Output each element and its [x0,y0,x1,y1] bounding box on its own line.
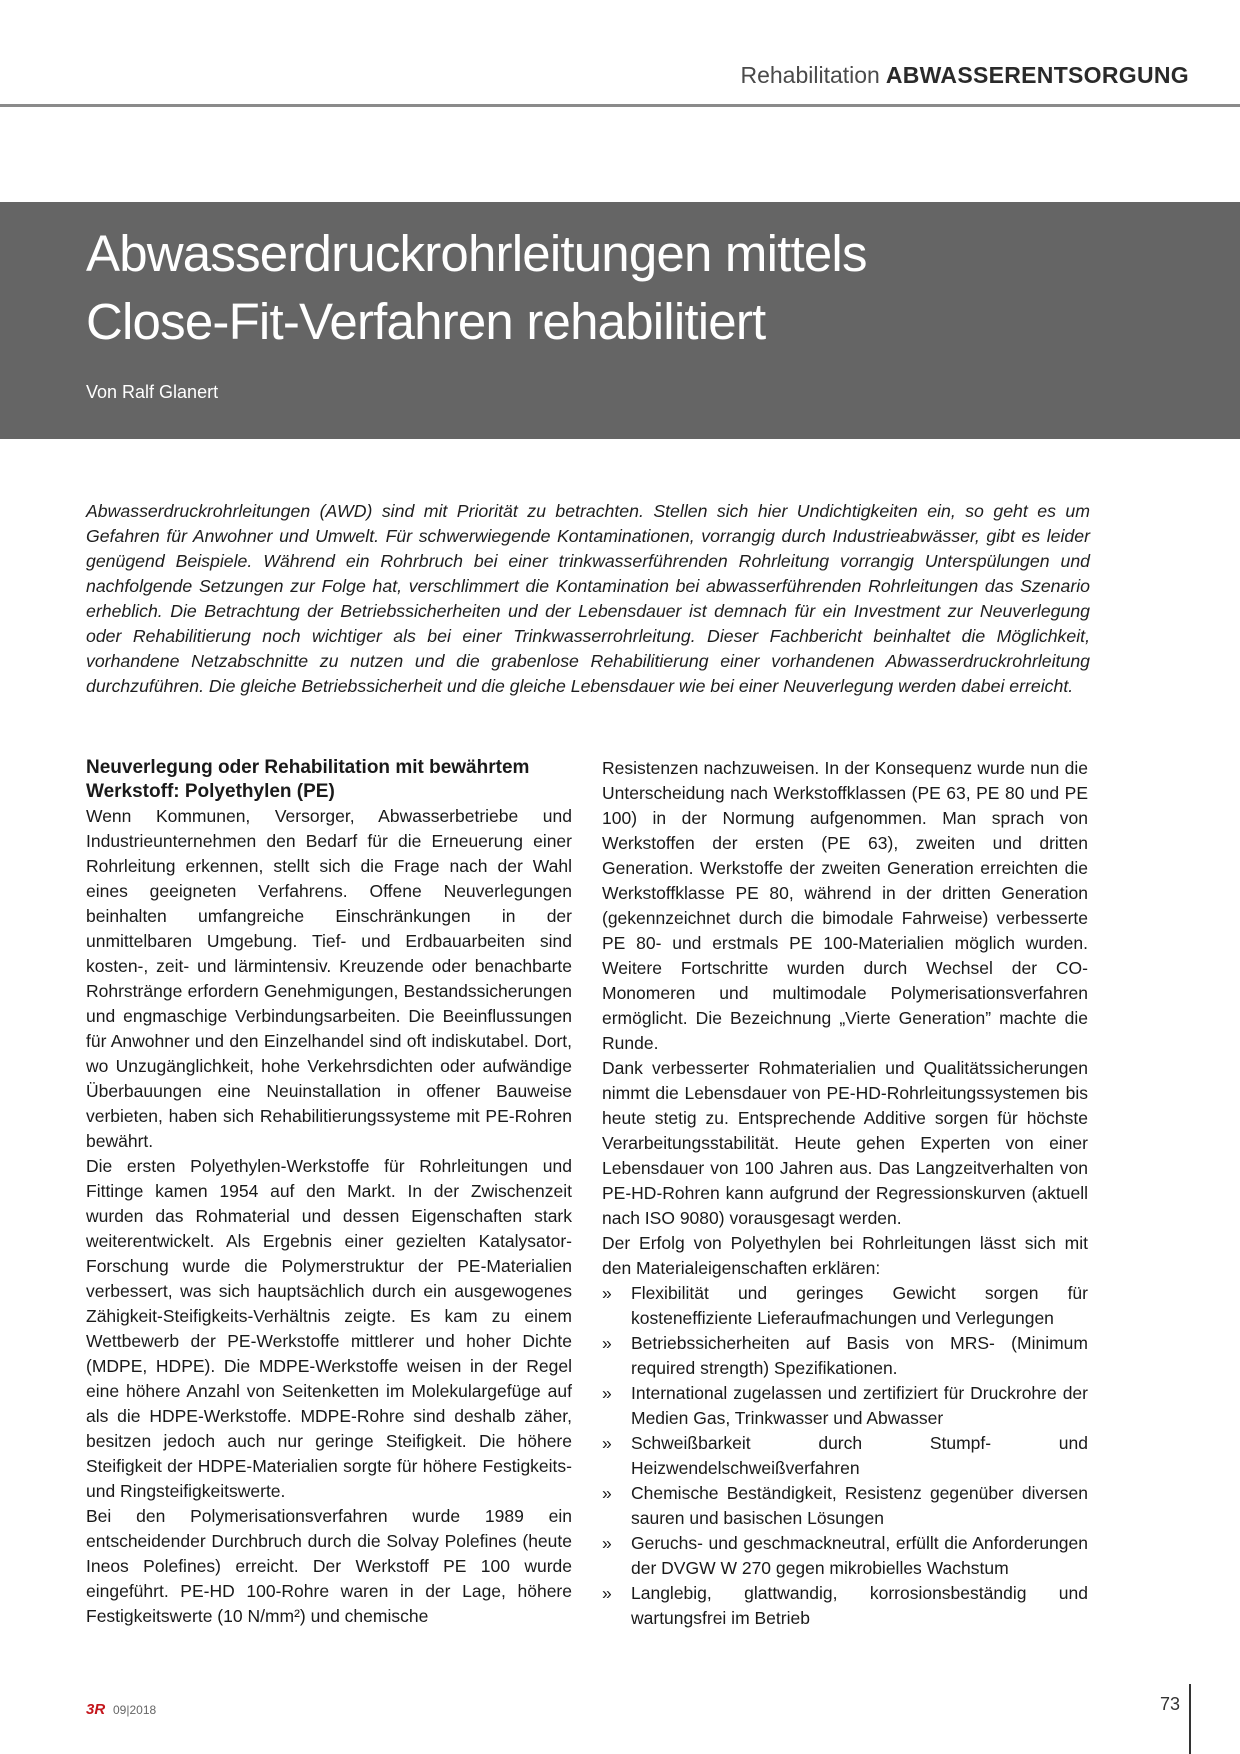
article-title-line2: Close-Fit-Verfahren rehabilitiert [86,293,766,350]
property-list [602,1281,1088,1631]
body-paragraph: Wenn Kommunen, Versorger, Abwasserbetriebe und Industrieunternehmen den Bedarf für die Erneuerung einer Rohrleitung erkennen, stellt sich die Frage nach der Wahl eines geeigneten Verfahrens. Offene Neuverlegungen beinhalten umfangreiche Einschränkungen in der unmittelbaren Umgebung. Tief- und Erdbauarbeiten sind kosten-, zeit- und lärmintensiv. Kreuzende oder benachbarte Rohrstränge erfordern Genehmigungen, Bestandssicherungen und engmaschige Verbindungsarbeiten. Die Beeinflussungen für Anwohner und den Einzelhandel sind oft indiskutabel. Dort, wo Unzugänglichkeit, hohe Verkehrsdichten oder aufwändige Überbauungen eine Neuinstallation in offener Bauweise verbieten, haben sich Rehabilitierungssysteme mit PE-Rohren bewährt. [86,806,572,1151]
body-paragraph: Die ersten Polyethylen-Werkstoffe für Rohrleitungen und Fittinge kamen 1954 auf den Markt. In der Zwischenzeit wurden das Rohmaterial und dessen Eigenschaften stark weiterentwickelt. Als Ergebnis einer gezielten Katalysator-Forschung wurde die Polymerstruktur der PE-Materialien verbessert, was sich hauptsächlich durch ein ausgewogenes Zähigkeit-Steifigkeits-Verhältnis zeigte. Es kam zu einem Wettbewerb der PE-Werkstoffe mittlerer und hoher Dichte (MDPE, HDPE). Die MDPE-Werkstoffe weisen in der Regel eine höhere Anzahl von Seitenketten im Molekulargefüge auf als die HDPE-Werkstoffe. MDPE-Rohre sind deshalb zäher, besitzen jedoch auch nur geringe Steifigkeit. Die höhere Steifigkeit der HDPE-Materialien sorgte für höhere Festigkeits- und Ringsteifigkeitswerte. [86,1156,572,1501]
list-item-text: Chemische Beständigkeit, Resistenz gegenüber diversen sauren und basischen Lösungen [631,1483,1088,1528]
body-paragraph: Dank verbesserter Rohmaterialien und Qualitätssicherungen nimmt die Lebensdauer von PE-HD-Rohrleitungssystemen bis heute stetig zu. Entsprechende Additive sorgen für höchste Verarbeitungsstabilität. Heute gehen Experten von einer Lebensdauer von 100 Jahren aus. Das Langzeitverhalten von PE-HD-Rohren kann aufgrund der Regressionskurven (aktuell nach ISO 9080) vorausgesagt werden. [602,1058,1088,1228]
issue-label: 09|2018 [113,1703,157,1717]
list-item-text: Betriebssicherheiten auf Basis von MRS- (Minimum required strength) Spezifikationen. [631,1333,1088,1378]
bullet-marker: » [602,1333,612,1353]
body-paragraph: Der Erfolg von Polyethylen bei Rohrleitungen lässt sich mit den Materialeigenschaften erklären: [602,1233,1088,1278]
magazine-logo: 3R [86,1701,106,1718]
bullet-marker: » [602,1383,612,1403]
bullet-marker: » [602,1533,612,1553]
list-item-text: Schweißbarkeit durch Stumpf- und Heizwendelschweißverfahren [631,1433,1088,1478]
right-column [602,756,1088,1631]
list-item-text: Flexibilität und geringes Gewicht sorgen für kosteneffiziente Lieferaufmachungen und Verlegungen [631,1283,1088,1328]
article-title-line1: Abwasserdruckrohrleitungen mittels [86,225,867,282]
page-number: 73 [1160,1694,1181,1714]
page-number-rule [1189,1684,1191,1754]
body-paragraph: Resistenzen nachzuweisen. In der Konsequenz wurde nun die Unterscheidung nach Werkstoffklassen (PE 63, PE 80 und PE 100) in der Normung aufgenommen. Man sprach von Werkstoffen der ersten (PE 63), zweiten und dritten Generation. Werkstoffe der zweiten Generation erreichten die Werkstoffklasse PE 80, während in der dritten Generation (gekennzeichnet durch die bimodale Fahrweise) verbesserte PE 80- und erstmals PE 100-Materialien möglich wurden. Weitere Fortschritte wurden durch Wechsel der CO-Monomeren und multimodale Polymerisationsverfahren ermöglicht. Die Bezeichnung „Vierte Generation” machte die Runde. [602,758,1088,1053]
left-column [86,756,572,1629]
bullet-marker: » [602,1483,612,1503]
list-item-text: International zugelassen und zertifiziert für Druckrohre der Medien Gas, Trinkwasser und Abwasser [631,1383,1088,1428]
running-head-category: Rehabilitation [740,62,880,88]
list-item-text: Geruchs- und geschmackneutral, erfüllt die Anforderungen der DVGW W 270 gegen mikrobielles Wachstum [631,1533,1088,1578]
lead-paragraph: Abwasserdruckrohrleitungen (AWD) sind mit Priorität zu betrachten. Stellen sich hier Undichtigkeiten ein, so geht es um Gefahren für Anwohner und Umwelt. Für schwerwiegende Kontaminationen, vorrangig durch Industrieabwässer, gibt es leider genügend Beispiele. Während ein Rohrbruch bei einer trinkwasserführenden Rohrleitung vorrangig Unterspülungen und nachfolgende Setzungen zur Folge hat, verschlimmert die Kontamination bei abwasserführenden Rohrleitungen das Szenario erheblich. Die Betrachtung der Betriebssicherheiten und der Lebensdauer ist demnach für ein Investment zur Neuverlegung oder Rehabilitierung noch wichtiger als bei einer Trinkwasserrohrleitung. Dieser Fachbericht beinhaltet die Möglichkeit, vorhandene Netzabschnitte zu nutzen und die grabenlose Rehabilitierung einer vorhandenen Abwasserdruckrohrleitung durchzuführen. Die gleiche Betriebssicherheit und die gleiche Lebensdauer wie bei einer Neuverlegung werden dabei erreicht. [86,500,1090,696]
list-item [602,1331,1088,1381]
bullet-marker: » [602,1283,612,1303]
list-item [602,1281,1088,1331]
article-title [86,220,1206,356]
bullet-marker: » [602,1433,612,1453]
header-rule [0,0,1240,107]
list-item [602,1381,1088,1431]
list-item [602,1581,1088,1631]
byline: Von Ralf Glanert [86,382,219,402]
running-head-section: ABWASSERENTSORGUNG [885,62,1189,88]
list-item [602,1481,1088,1531]
bullet-marker: » [602,1583,612,1603]
running-head [740,62,1189,89]
list-item-text: Langlebig, glattwandig, korrosionsbeständig und wartungsfrei im Betrieb [631,1583,1088,1628]
list-item [602,1531,1088,1581]
section-subhead: Neuverlegung oder Rehabilitation mit bewährtem Werkstoff: Polyethylen (PE) [86,757,530,802]
body-paragraph: Bei den Polymerisationsverfahren wurde 1989 ein entscheidender Durchbruch durch die Solvay Polefines (heute Ineos Polefines) erreicht. Der Werkstoff PE 100 wurde eingeführt. PE-HD 100-Rohre waren in der Lage, höhere Festigkeitswerte (10 N/mm²) und chemische [86,1506,572,1626]
list-item [602,1431,1088,1481]
